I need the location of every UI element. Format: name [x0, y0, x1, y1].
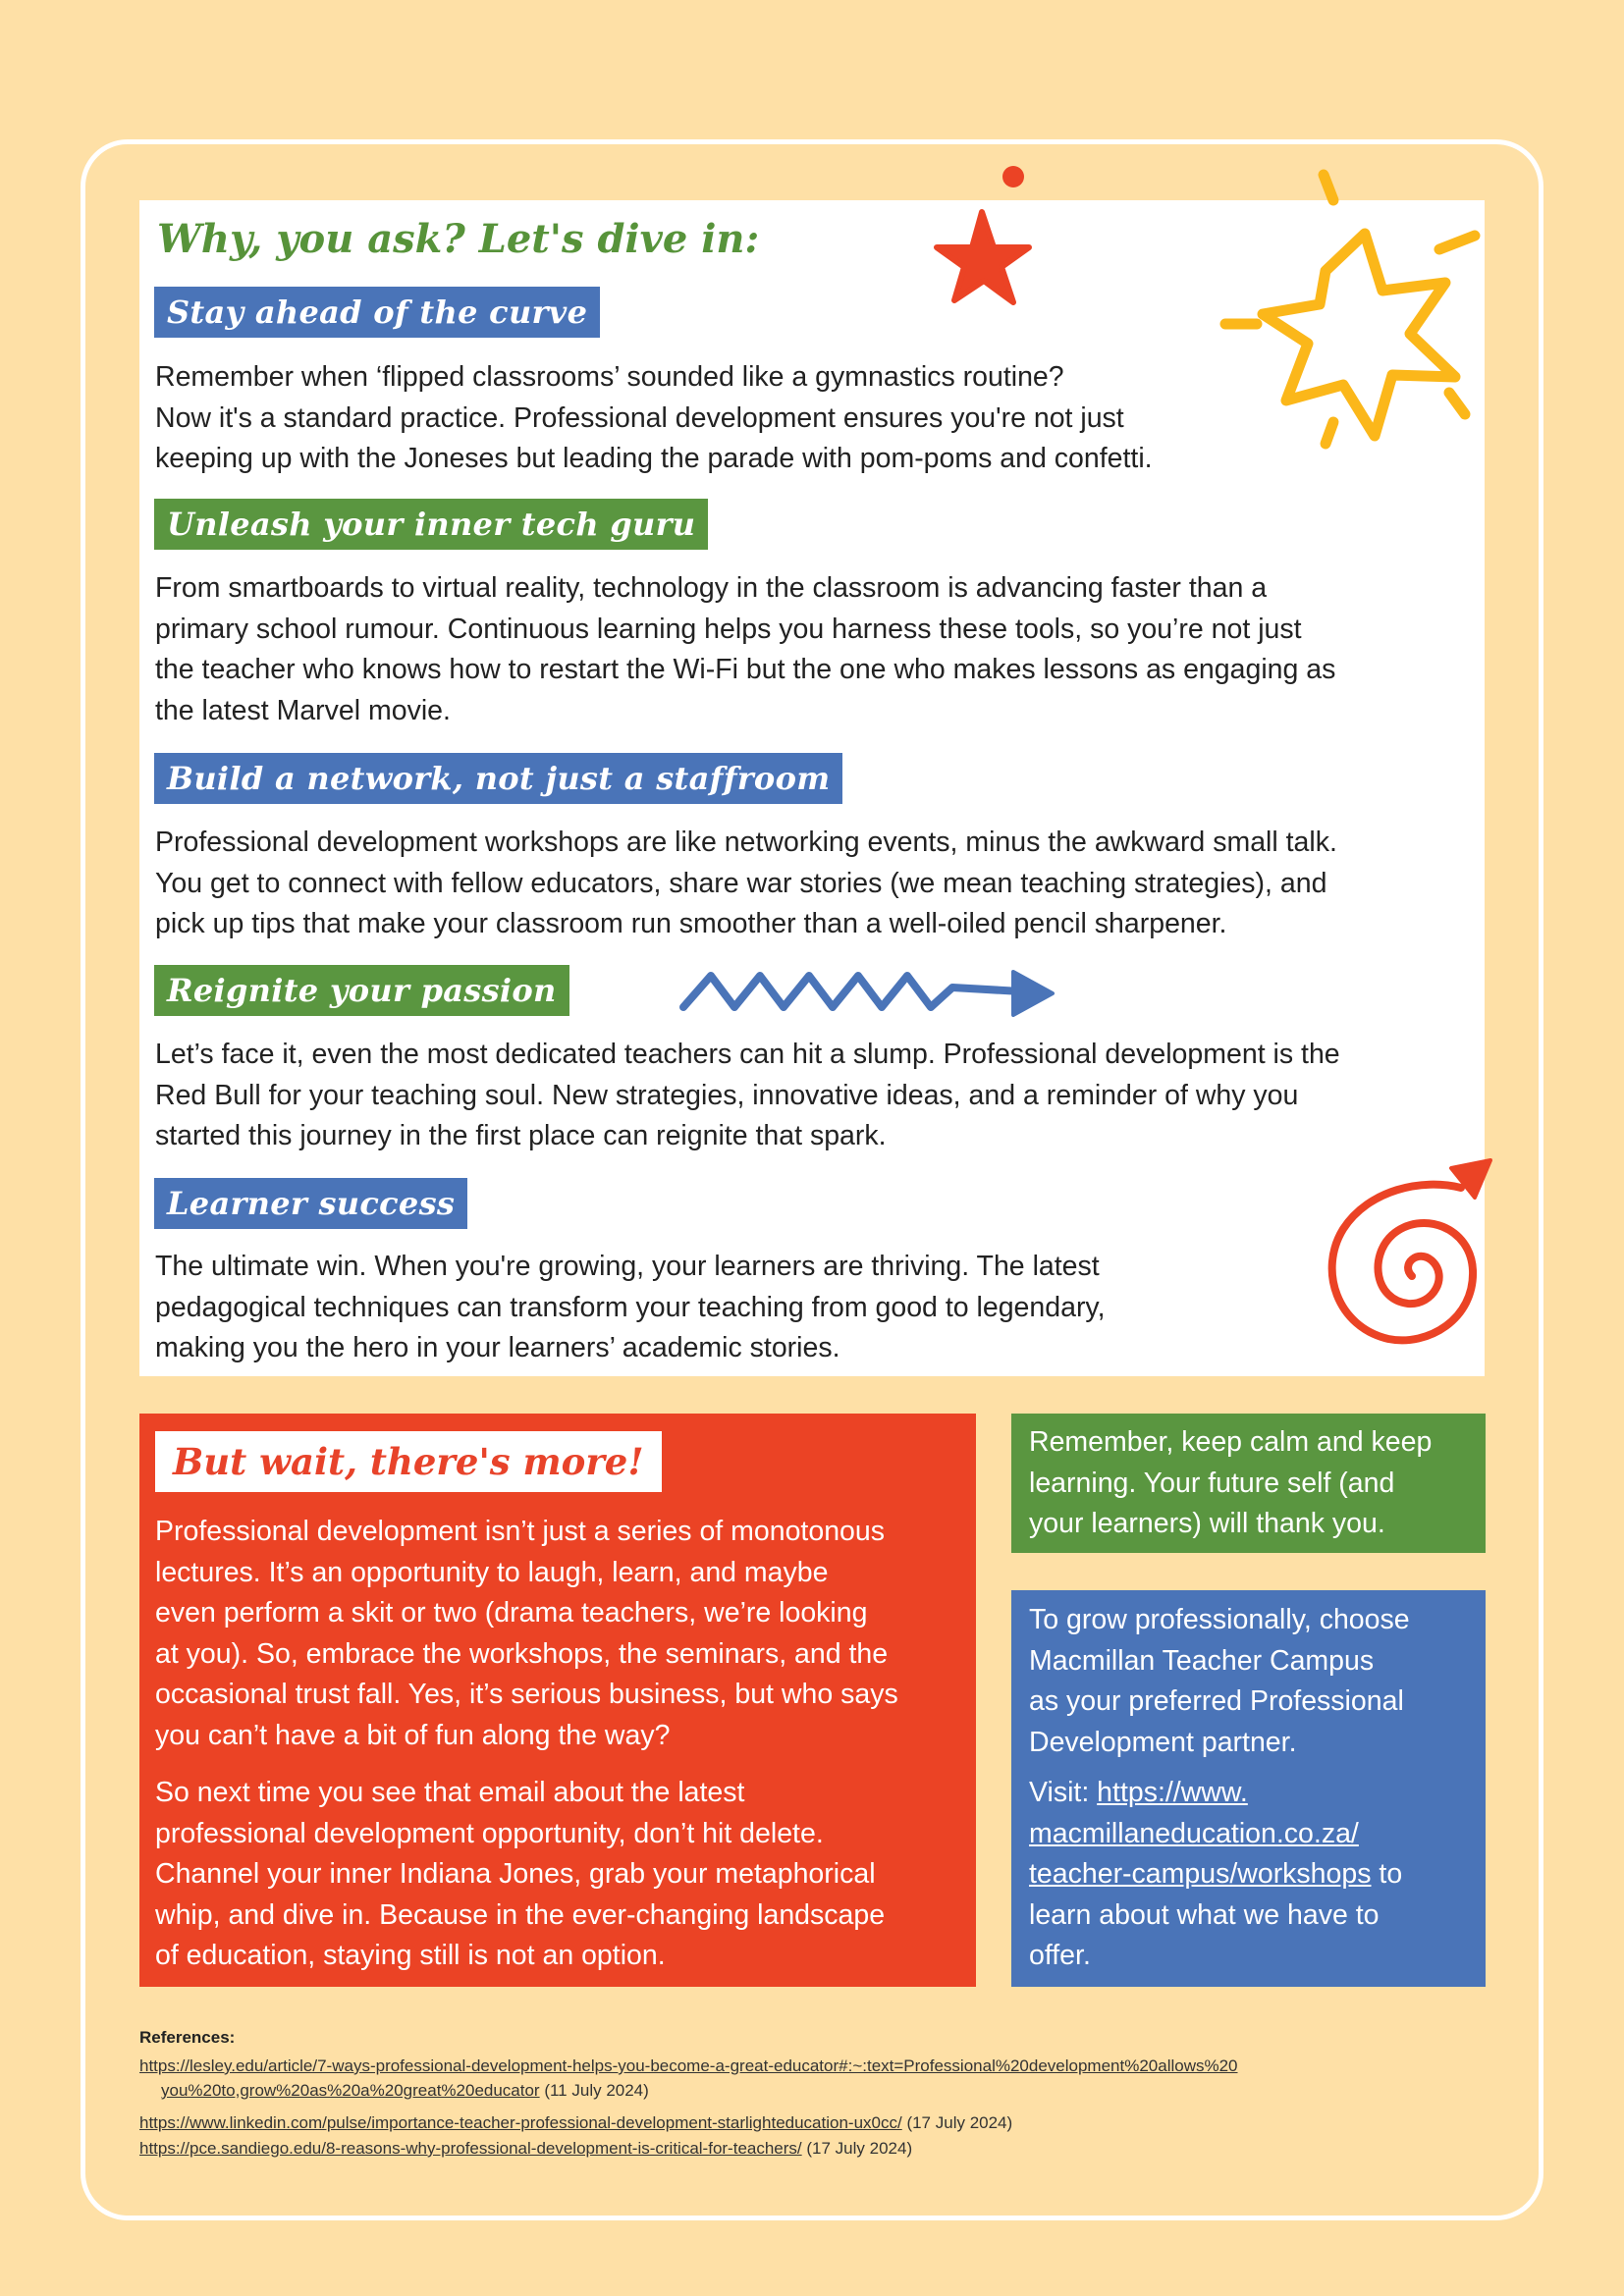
reference-link-lesley[interactable]: https://lesley.edu/article/7-ways-professional-development-helps-you-become-a-great-educator#:~:text=Professional%20development%20allows%20 you%20to,grow%20as%20a%20great%20educator: [139, 2056, 1238, 2100]
more-text-1: Professional development isn’t just a series of monotonous lectures. It’s an opportunity to laugh, learn, and maybe even perform a skit or two (drama teachers, we’re looking at you). So, embrace the workshops, the seminars, and the occasional trust fall. Yes, it’s serious business, but who says you can’t have a bit of fun along the way?: [155, 1516, 898, 1751]
section-text-tech-guru: From smartboards to virtual reality, technology in the classroom is advancing faster than a primary school rumour. Continuous learning helps you harness these tools, so you’re not just the teacher who knows how to restart the Wi-Fi but the one who makes lessons as engaging as the latest Marvel movie.: [155, 572, 1336, 726]
page-title: Why, you ask? Let's dive in:: [157, 216, 760, 262]
section-text-network: Professional development workshops are like networking events, minus the awkward small talk. You get to connect with fellow educators, share war stories (we mean teaching strategies), and pick up tips that make your classroom run smoother than a well-oiled pencil sharpener.: [155, 827, 1337, 939]
reference-item: https://www.linkedin.com/pulse/importance-teacher-professional-development-starlighteducation-ux0cc/ (17 July 2024): [139, 2113, 1013, 2132]
reference-item: https://pce.sandiego.edu/8-reasons-why-professional-development-is-critical-for-teachers/ (17 July 2024): [139, 2139, 913, 2158]
workshops-link[interactable]: https://www. macmillaneducation.co.za/ teacher-campus/workshops: [1029, 1777, 1372, 1890]
keep-learning-text: Remember, keep calm and keep learning. Your future self (and your learners) will thank you.: [1029, 1426, 1433, 1539]
section-text-stay-ahead: Remember when ‘flipped classrooms’ sounded like a gymnastics routine? Now it's a standard practice. Professional development ensures you're not just keeping up with the Joneses but leading the parade with pom-poms and confetti.: [155, 361, 1153, 474]
reference-date: (11 July 2024): [539, 2081, 649, 2100]
references-title: References:: [139, 2028, 236, 2047]
campus-visit-text: Visit: https://www. macmillaneducation.co.za/ teacher-campus/workshops to learn about what we have to offer.: [1029, 1777, 1403, 1971]
red-star-icon: [931, 157, 1039, 314]
section-title-passion: Reignite your passion: [154, 965, 569, 1016]
section-text-passion: Let’s face it, even the most dedicated teachers can hit a slump. Professional development is the Red Bull for your teaching soul. New strategies, innovative ideas, and a reminder of why you started this journey in the first place can reignite that spark.: [155, 1039, 1340, 1151]
section-title-network: Build a network, not just a staffroom: [154, 753, 842, 804]
section-title-tech-guru: Unleash your inner tech guru: [154, 499, 708, 550]
more-title: But wait, there's more!: [155, 1431, 662, 1492]
section-text-learner-success: The ultimate win. When you're growing, your learners are thriving. The latest pedagogical techniques can transform your teaching from good to legendary, making you the hero in your learners’ academic stories.: [155, 1251, 1106, 1363]
sun-icon: [1218, 167, 1502, 461]
section-title-stay-ahead: Stay ahead of the curve: [154, 287, 600, 338]
campus-text: To grow professionally, choose Macmillan Teacher Campus as your preferred Professional Development partner.: [1029, 1604, 1410, 1758]
more-text-2: So next time you see that email about the latest professional development opportunity, don’t hit delete. Channel your inner Indiana Jones, grab your metaphorical whip, and dive in. Because in the ever-changing landscape of education, staying still is not an option.: [155, 1777, 886, 1971]
reference-link-linkedin[interactable]: https://www.linkedin.com/pulse/importance-teacher-professional-development-starlighteducation-ux0cc/: [139, 2113, 902, 2132]
reference-link-sandiego[interactable]: https://pce.sandiego.edu/8-reasons-why-professional-development-is-critical-for-teachers/: [139, 2139, 802, 2158]
spiral-arrow-icon: [1294, 1139, 1520, 1394]
zigzag-arrow-icon: [677, 962, 1070, 1031]
section-title-learner-success: Learner success: [154, 1178, 467, 1229]
